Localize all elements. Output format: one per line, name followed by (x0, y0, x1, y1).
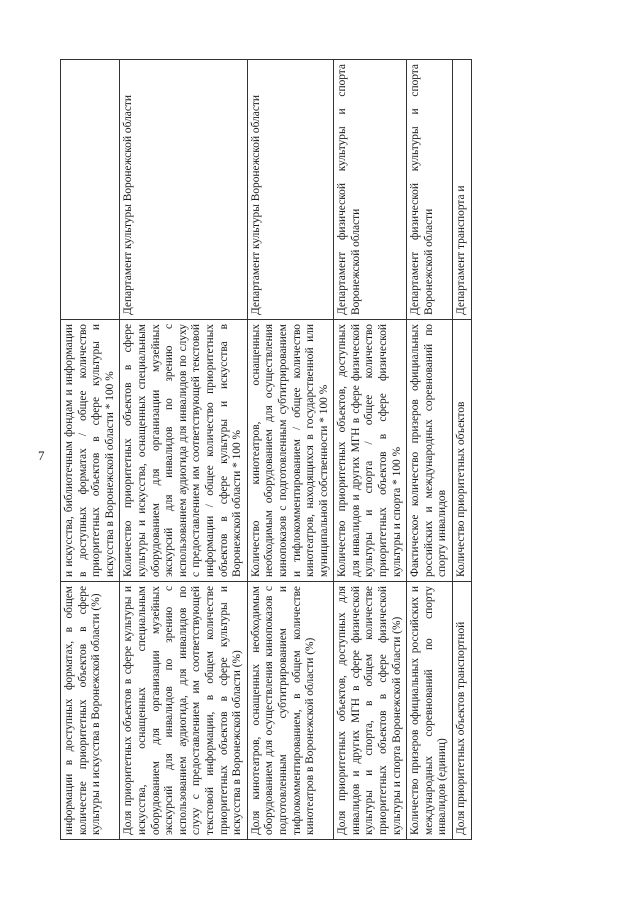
indicators-table (60, 59, 472, 840)
department-cell (61, 60, 120, 320)
indicator-cell: Количество призеров официальных российских и международных соревнований по спорту инвалидов (единиц) (407, 582, 453, 840)
department-cell: Департамент культуры Воронежской области (247, 60, 334, 320)
formula-cell: Количество приоритетных объектов, доступных для инвалидов и других МГН в сфере физической культуры и спорта / общее количество приоритетных объектов в сфере физической культуры и спорта * 100 % (334, 320, 407, 582)
table-row (120, 60, 247, 840)
department-cell: Департамент транспорта и (453, 60, 472, 320)
department-cell: Департамент культуры Воронежской области (120, 60, 247, 320)
rotated-page-content (60, 60, 620, 840)
table-row (247, 60, 334, 840)
formula-cell: Фактическое количество призеров официальных российских и международных соревнований по спорту инвалидов (407, 320, 453, 582)
indicator-cell: Доля кинотеатров, оснащенных необходимым оборудованием для осуществления кинопоказов с подготовленным субтитрированием и тифлокомментированием, в общем количестве кинотеатров в Воронежской области (%) (247, 582, 334, 840)
department-cell: Департамент физической культуры и спорта Воронежской области (334, 60, 407, 320)
indicator-cell: Доля приоритетных объектов в сфере культуры и искусства, оснащенных специальным оборудованием для организации музейных экскурсий для инвалидов по зрению с использованием аудиогида, для инвалидов по слуху с предоставлением им соответствующей текстовой информации, в общем количестве приоритетных объектов в сфере культуры и искусства в Воронежской области (%) (120, 582, 247, 840)
formula-cell: Количество приоритетных объектов (453, 320, 472, 582)
formula-cell: Количество кинотеатров, оснащенных необходимым оборудованием для осуществления кинопоказов с подготовленным субтитрированием и тифлокомментированием / общее количество кинотеатров, находящихся в государственной или муниципальной собственности * 100 % (247, 320, 334, 582)
indicator-cell: Доля приоритетных объектов, доступных для инвалидов и других МГН в сфере физической культуры и спорта, в общем количестве приоритетных объектов в сфере физической культуры и спорта Воронежской области (%) (334, 582, 407, 840)
table-row (453, 60, 472, 840)
page-number: 7 (38, 448, 45, 463)
table-row (334, 60, 407, 840)
indicator-cell: Доля приоритетных объектов транспортной (453, 582, 472, 840)
formula-cell: и искусства, библиотечным фондам и информации в доступных форматах / общее количество приоритетных объектов в сфере культуры и искусства в Воронежской области * 100 % (61, 320, 120, 582)
department-cell: Департамент физической культуры и спорта Воронежской области (407, 60, 453, 320)
table-row (407, 60, 453, 840)
indicator-cell: информации в доступных форматах, в общем количестве приоритетных объектов в сфере культуры и искусства в Воронежской области (%) (61, 582, 120, 840)
formula-cell: Количество приоритетных объектов в сфере культуры и искусства, оснащенных специальным оборудованием для организации музейных экскурсий для инвалидов по зрению с использованием аудиогида для инвалидов по слуху с предоставлением им соответствующей текстовой информации / общее количество приоритетных объектов в сфере культуры и искусства в Воронежской области * 100 % (120, 320, 247, 582)
table-row (61, 60, 120, 840)
